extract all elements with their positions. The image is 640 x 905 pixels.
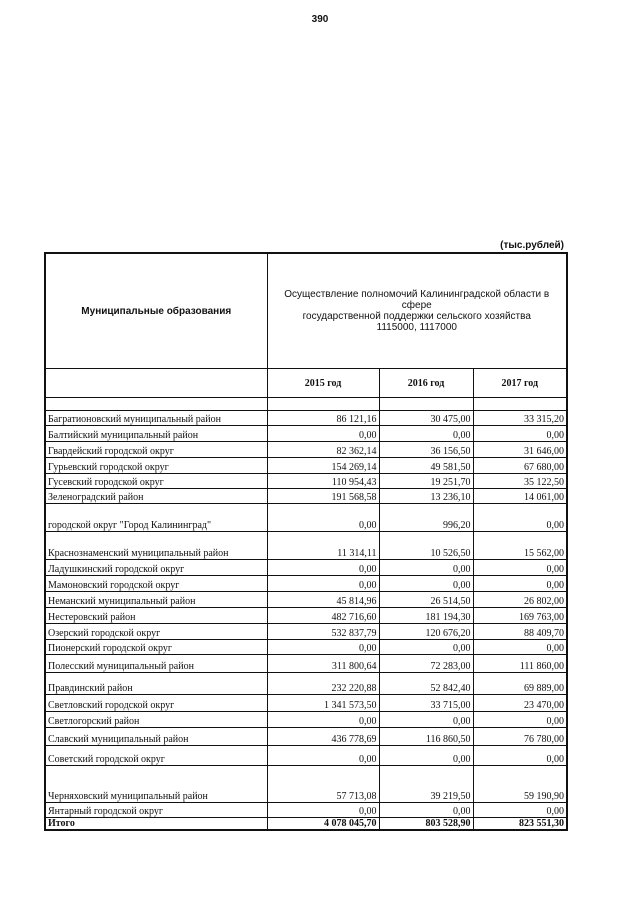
table-row: [45, 695, 567, 712]
value-2016: 0,00: [379, 803, 473, 818]
value-2016: 72 283,00: [379, 655, 473, 673]
total-row: [45, 818, 567, 831]
value-2015: 45 814,96: [267, 592, 379, 608]
value-2015: 0,00: [267, 803, 379, 818]
table-row: [45, 560, 567, 576]
total-label: Итого: [45, 818, 267, 831]
value-2016: 39 219,50: [379, 766, 473, 803]
municipality-name: Озерский городской округ: [45, 624, 267, 640]
table-row: [45, 673, 567, 695]
value-2015: 0,00: [267, 560, 379, 576]
total-2016: 803 528,90: [379, 818, 473, 831]
municipality-name: Гурьевский городской округ: [45, 458, 267, 474]
municipality-name: Светловский городской округ: [45, 695, 267, 712]
value-2016: 0,00: [379, 576, 473, 592]
year-header-row: [45, 369, 567, 398]
table-row: [45, 474, 567, 489]
value-2015: 532 837,79: [267, 624, 379, 640]
table-row: [45, 592, 567, 608]
description-line: Осуществление полномочий Калининградской области в сфере: [284, 289, 550, 311]
value-2016: 0,00: [379, 560, 473, 576]
municipality-name: Зеленоградский район: [45, 489, 267, 504]
value-2017: 31 646,00: [473, 442, 567, 458]
value-2017: 76 780,00: [473, 728, 567, 746]
value-2015: 232 220,88: [267, 673, 379, 695]
municipality-name: Неманский муниципальный район: [45, 592, 267, 608]
value-2015: 0,00: [267, 504, 379, 532]
value-2016: 0,00: [379, 426, 473, 442]
value-2017: 0,00: [473, 712, 567, 728]
value-2017: 14 061,00: [473, 489, 567, 504]
value-2016: 13 236,10: [379, 489, 473, 504]
table-row: [45, 489, 567, 504]
value-2017: 33 315,20: [473, 411, 567, 426]
value-2017: 0,00: [473, 746, 567, 766]
table-row: [45, 640, 567, 655]
subsidy-table: [44, 252, 568, 831]
table-body: [45, 411, 567, 818]
value-2017: 0,00: [473, 560, 567, 576]
value-2015: 57 713,08: [267, 766, 379, 803]
value-2016: 19 251,70: [379, 474, 473, 489]
value-2017: 35 122,50: [473, 474, 567, 489]
value-2015: 436 778,69: [267, 728, 379, 746]
units-label: (тыс.рублей): [500, 240, 564, 251]
municipality-name: Багратионовский муниципальный район: [45, 411, 267, 426]
municipality-name: Краснознаменский муниципальный район: [45, 532, 267, 560]
empty-header-cell: [45, 369, 267, 398]
description-line: 1115000, 1117000: [376, 322, 457, 333]
value-2016: 0,00: [379, 640, 473, 655]
municipality-name: Черняховский муниципальный район: [45, 766, 267, 803]
table-row: [45, 442, 567, 458]
table-row: [45, 411, 567, 426]
header-row: [45, 253, 567, 369]
year-header-2015: 2015 год: [267, 369, 379, 398]
municipality-name: Славский муниципальный район: [45, 728, 267, 746]
municipality-name: Правдинский район: [45, 673, 267, 695]
value-2017: 169 763,00: [473, 608, 567, 624]
table-row: [45, 728, 567, 746]
value-2017: 15 562,00: [473, 532, 567, 560]
municipality-name: Пионерский городской округ: [45, 640, 267, 655]
municipality-name: Полесский муниципальный район: [45, 655, 267, 673]
description-header: [267, 253, 567, 369]
value-2017: 0,00: [473, 640, 567, 655]
value-2017: 0,00: [473, 576, 567, 592]
year-header-2017: 2017 год: [473, 369, 567, 398]
municipalities-header: Муниципальные образования: [45, 253, 267, 369]
value-2016: 49 581,50: [379, 458, 473, 474]
value-2016: 26 514,50: [379, 592, 473, 608]
value-2015: 0,00: [267, 576, 379, 592]
municipality-name: городской округ "Город Калининград": [45, 504, 267, 532]
table-row: [45, 458, 567, 474]
table-row: [45, 532, 567, 560]
total-2015: 4 078 045,70: [267, 818, 379, 831]
municipality-name: Гвардейский городской округ: [45, 442, 267, 458]
value-2017: 111 860,00: [473, 655, 567, 673]
description-line: государственной поддержки сельского хозяйства: [302, 311, 531, 322]
value-2016: 181 194,30: [379, 608, 473, 624]
value-2015: 86 121,16: [267, 411, 379, 426]
spacer-row: [45, 398, 567, 411]
value-2015: 110 954,43: [267, 474, 379, 489]
value-2016: 52 842,40: [379, 673, 473, 695]
value-2016: 10 526,50: [379, 532, 473, 560]
value-2017: 0,00: [473, 803, 567, 818]
table-row: [45, 803, 567, 818]
value-2017: 0,00: [473, 426, 567, 442]
value-2017: 88 409,70: [473, 624, 567, 640]
value-2016: 0,00: [379, 746, 473, 766]
municipality-name: Советский городской округ: [45, 746, 267, 766]
municipality-name: Гусевский городской округ: [45, 474, 267, 489]
value-2016: 33 715,00: [379, 695, 473, 712]
table-row: [45, 655, 567, 673]
value-2015: 482 716,60: [267, 608, 379, 624]
value-2017: 67 680,00: [473, 458, 567, 474]
value-2015: 0,00: [267, 426, 379, 442]
table-row: [45, 504, 567, 532]
value-2016: 120 676,20: [379, 624, 473, 640]
table-row: [45, 426, 567, 442]
table-row: [45, 766, 567, 803]
municipality-name: Янтарный городской округ: [45, 803, 267, 818]
value-2016: 30 475,00: [379, 411, 473, 426]
municipality-name: Мамоновский городской округ: [45, 576, 267, 592]
value-2015: 191 568,58: [267, 489, 379, 504]
value-2017: 0,00: [473, 504, 567, 532]
value-2017: 69 889,00: [473, 673, 567, 695]
value-2017: 26 802,00: [473, 592, 567, 608]
value-2015: 0,00: [267, 640, 379, 655]
table-row: [45, 712, 567, 728]
total-2017: 823 551,30: [473, 818, 567, 831]
table-row: [45, 576, 567, 592]
value-2015: 82 362,14: [267, 442, 379, 458]
value-2016: 36 156,50: [379, 442, 473, 458]
municipality-name: Ладушкинский городской округ: [45, 560, 267, 576]
municipality-name: Балтийский муниципальный район: [45, 426, 267, 442]
value-2016: 996,20: [379, 504, 473, 532]
value-2015: 311 800,64: [267, 655, 379, 673]
table-row: [45, 746, 567, 766]
value-2015: 154 269,14: [267, 458, 379, 474]
page-number: 390: [311, 14, 329, 25]
municipality-name: Нестеровский район: [45, 608, 267, 624]
value-2017: 59 190,90: [473, 766, 567, 803]
value-2015: 0,00: [267, 746, 379, 766]
year-header-2016: 2016 год: [379, 369, 473, 398]
table-row: [45, 608, 567, 624]
value-2017: 23 470,00: [473, 695, 567, 712]
value-2015: 11 314,11: [267, 532, 379, 560]
municipality-name: Светлогорский район: [45, 712, 267, 728]
table-row: [45, 624, 567, 640]
value-2016: 116 860,50: [379, 728, 473, 746]
value-2015: 0,00: [267, 712, 379, 728]
value-2015: 1 341 573,50: [267, 695, 379, 712]
value-2016: 0,00: [379, 712, 473, 728]
